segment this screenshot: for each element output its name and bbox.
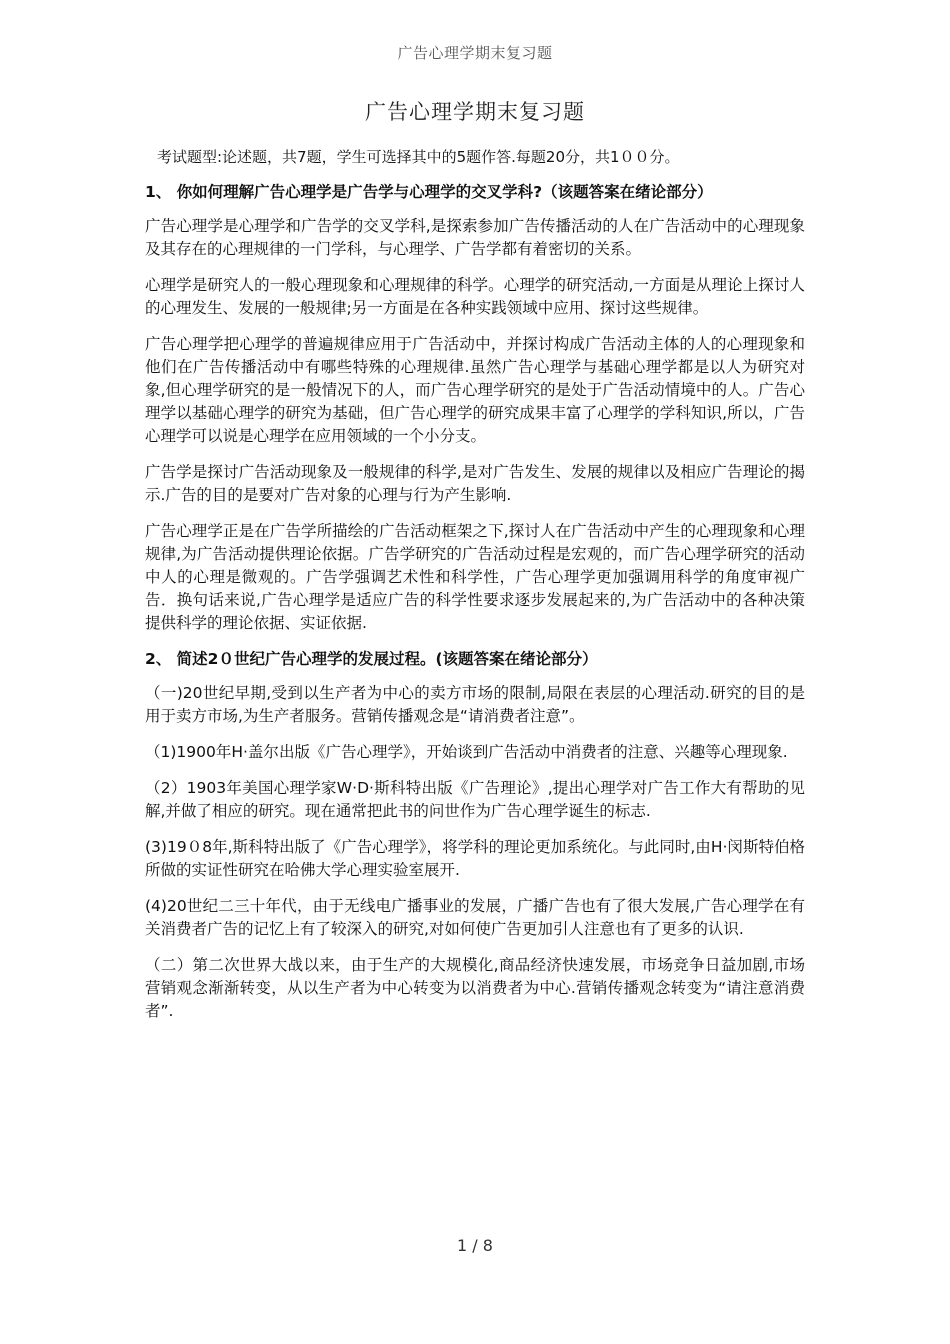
question-2-paragraph: （1)1900年H·盖尔出版《广告心理学》，开始谈到广告活动中消费者的注意、兴趣等心理现象.	[145, 743, 788, 761]
question-1-paragraph: 广告心理学把心理学的普遍规律应用于广告活动中，并探讨构成广告活动主体的人的心理现象和他们在广告传播活动中有哪些特殊的心理规律.虽然广告心理学与基础心理学都是以人为研究对象,但心理学研究的是一般情况下的人，而广告心理学研究的是处于广告活动情境中的人。广告心理学以基础心理学的研究为基础，但广告心理学的研究成果丰富了心理学的学科知识,所以，广告心理学可以说是心理学在应用领域的一个小分支。	[145, 335, 805, 445]
question-2-paragraph: （2）1903年美国心理学家W·D·斯科特出版《广告理论》,提出心理学对广告工作大有帮助的见解,并做了相应的研究。现在通常把此书的问世作为广告心理学诞生的标志.	[145, 779, 805, 820]
question-2-paragraph: (3)19０8年,斯科特出版了《广告心理学》，将学科的理论更加系统化。与此同时,由H·闵斯特伯格所做的实证性研究在哈佛大学心理实验室展开.	[145, 838, 805, 879]
question-1-title: 1、 你如何理解广告心理学是广告学与心理学的交叉学科?（该题答案在绪论部分）	[145, 183, 713, 201]
question-2-title: 2、 简述2０世纪广告心理学的发展过程。(该题答案在绪论部分）	[145, 650, 598, 668]
exam-info: 考试题型:论述题，共7题，学生可选择其中的5题作答.每题20分，共1００分。	[157, 148, 680, 166]
page-number: 1 / 8	[457, 1236, 493, 1255]
question-2-paragraph: (4)20世纪二三十年代，由于无线电广播事业的发展，广播广告也有了很大发展,广告心理学在有关消费者广告的记忆上有了较深入的研究,对如何使广告更加引人注意也有了更多的认识.	[145, 897, 805, 938]
question-1-paragraph: 广告学是探讨广告活动现象及一般规律的科学,是对广告发生、发展的规律以及相应广告理论的揭示.广告的目的是要对广告对象的心理与行为产生影响.	[145, 463, 805, 504]
question-1-paragraph: 广告心理学是心理学和广告学的交叉学科,是探索参加广告传播活动的人在广告活动中的心理现象及其存在的心理规律的一门学科，与心理学、广告学都有着密切的关系。	[145, 217, 805, 258]
question-2-paragraph: （二）第二次世界大战以来，由于生产的大规模化,商品经济快速发展，市场竞争日益加剧,市场营销观念渐渐转变，从以生产者为中心转变为以消费者为中心.营销传播观念转变为“请注意消费者”.	[145, 956, 805, 1020]
question-1-paragraph: 广告心理学正是在广告学所描绘的广告活动框架之下,探讨人在广告活动中产生的心理现象和心理规律,为广告活动提供理论依据。广告学研究的广告活动过程是宏观的，而广告心理学研究的活动中人的心理是微观的。广告学强调艺术性和科学性，广告心理学更加强调用科学的角度审视广告．换句话来说,广告心理学是适应广告的科学性要求逐步发展起来的,为广告活动中的各种决策提供科学的理论依据、实证依据.	[145, 522, 805, 632]
document-title: 广告心理学期末复习题	[365, 100, 585, 124]
running-header: 广告心理学期末复习题	[397, 44, 553, 62]
question-2-paragraph: （一)20世纪早期,受到以生产者为中心的卖方市场的限制,局限在表层的心理活动.研究的目的是用于卖方市场,为生产者服务。营销传播观念是“请消费者注意”。	[145, 684, 805, 725]
page-content	[145, 96, 805, 1036]
question-1-paragraph: 心理学是研究人的一般心理现象和心理规律的科学。心理学的研究活动,一方面是从理论上探讨人的心理发生、发展的一般规律;另一方面是在各种实践领域中应用、探讨这些规律。	[145, 276, 805, 317]
